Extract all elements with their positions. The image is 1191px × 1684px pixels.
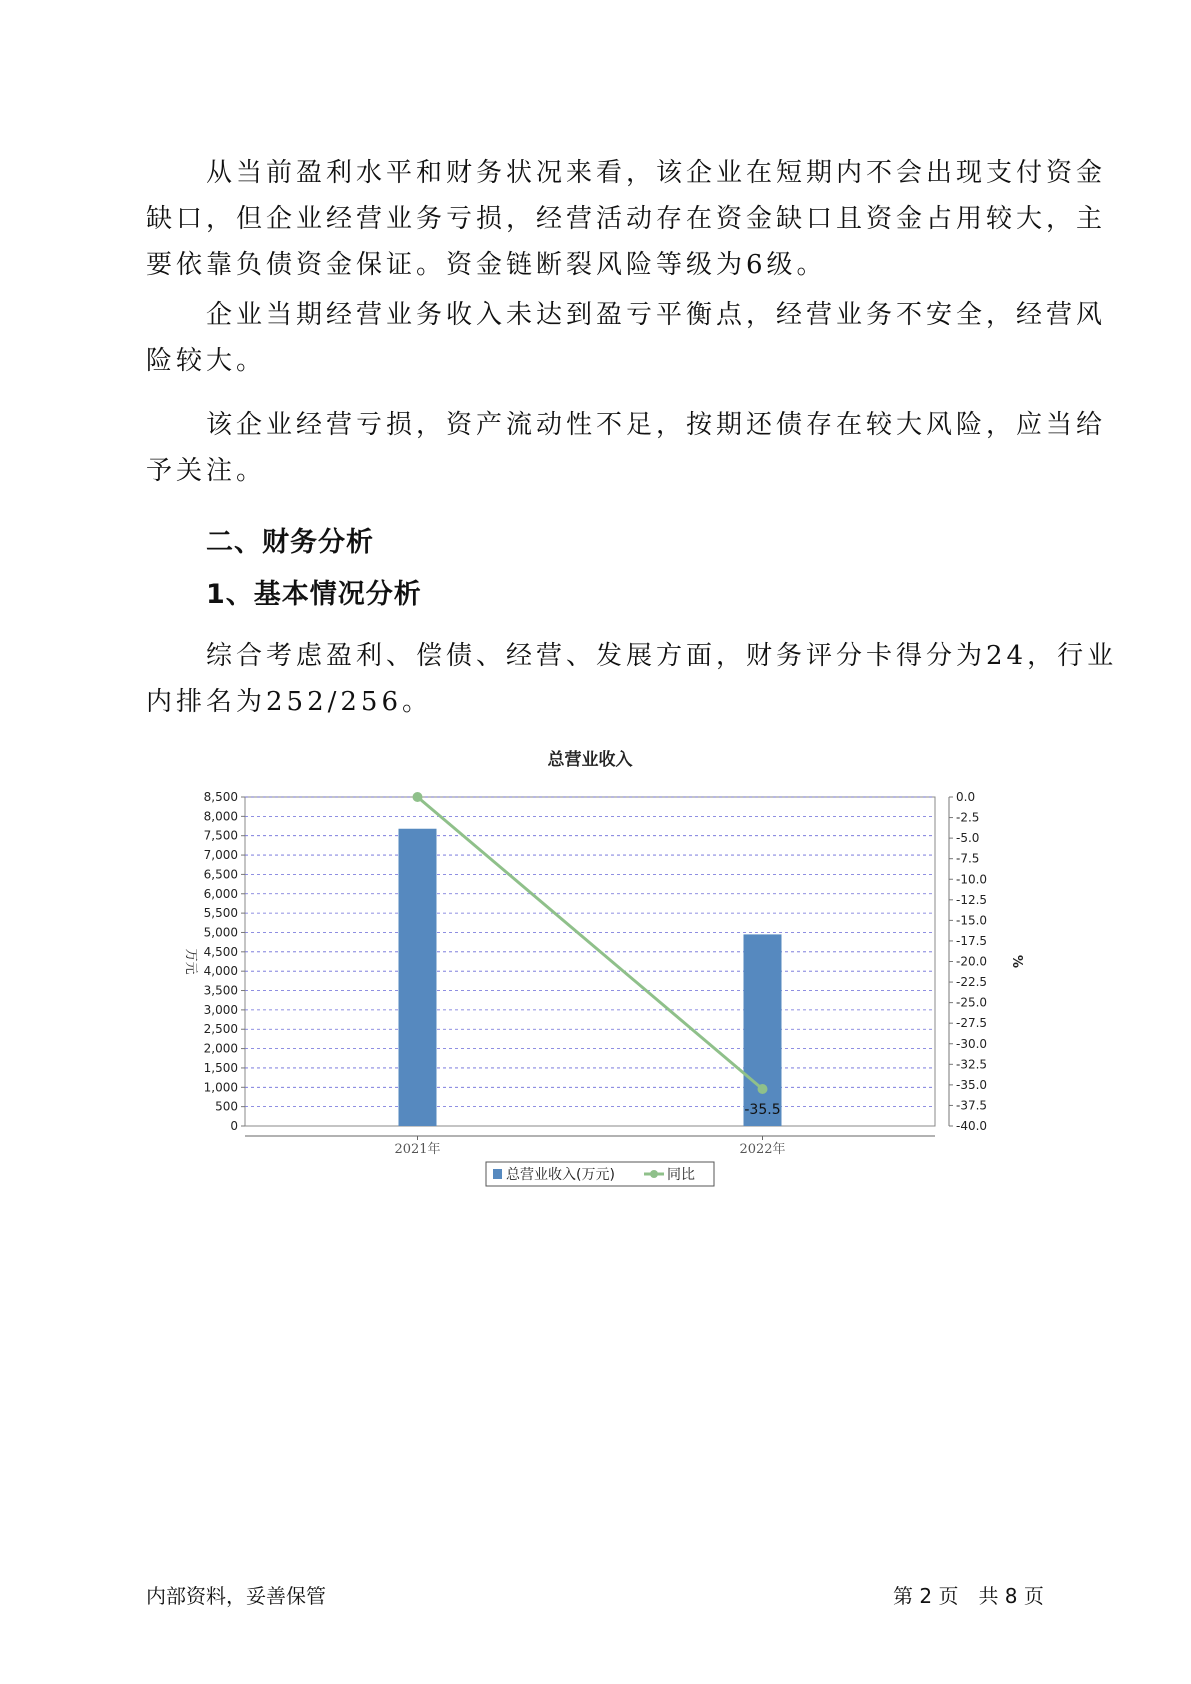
y2-axis-label: % [1009, 954, 1024, 969]
plot-frame [245, 797, 935, 1126]
y2-tick-label: -2.5 [956, 810, 980, 825]
legend-swatch-bar [493, 1169, 502, 1179]
paragraph-break-even [146, 292, 1107, 384]
y-tick-label: 500 [215, 1099, 238, 1114]
y-tick-label: 4,500 [203, 944, 238, 959]
y2-tick-label: -35.0 [956, 1077, 988, 1092]
y2-tick-label: -15.0 [956, 913, 988, 928]
point-yoy-2022年 [758, 1084, 768, 1094]
legend-swatch-point [650, 1170, 658, 1178]
y-tick-label: 6,000 [203, 886, 238, 901]
text-line: 内排名为252/256。 [146, 687, 433, 717]
text-line: 该企业经营亏损，资产流动性不足，按期还债存在较大风险，应当给 [146, 410, 1107, 440]
y2-tick-label: -12.5 [956, 892, 988, 907]
text-line: 险较大。 [146, 346, 267, 376]
paragraph-debt-risk [146, 402, 1107, 494]
y2-tick-label: 0.0 [956, 790, 976, 804]
y-tick-label: 4,000 [203, 964, 238, 979]
y-tick-label: 7,500 [203, 828, 238, 843]
revenue-chart [170, 745, 1030, 1205]
y-tick-label: 5,000 [203, 925, 238, 940]
y2-tick-label: -10.0 [956, 872, 988, 887]
y-tick-label: 6,500 [203, 867, 238, 882]
chart-title: 总营业收入 [547, 750, 633, 770]
section-heading: 二、财务分析 [206, 527, 374, 558]
bar-revenue-2022年 [744, 934, 782, 1126]
y2-tick-label: -32.5 [956, 1057, 988, 1072]
footer-confidential-note: 内部资料，妥善保管 [146, 1584, 326, 1608]
text-line: 企业当期经营业务收入未达到盈亏平衡点，经营业务不安全，经营风 [146, 300, 1107, 330]
y2-tick-label: -20.0 [956, 954, 988, 969]
y2-tick-label: -30.0 [956, 1036, 988, 1051]
y-tick-label: 5,500 [203, 906, 238, 921]
x-tick-label: 2021年 [394, 1142, 441, 1157]
footer-page-number: 第 2 页 共 8 页 [893, 1584, 1044, 1608]
text-line: 缺口，但企业经营业务亏损，经营活动存在资金缺口且资金占用较大，主 [146, 204, 1107, 234]
y-tick-label: 3,500 [203, 983, 238, 998]
text-line: 要依靠负债资金保证。资金链断裂风险等级为6级。 [146, 250, 827, 280]
y-tick-label: 2,500 [203, 1022, 238, 1037]
y2-tick-label: -27.5 [956, 1016, 988, 1031]
paragraph-funding-gap [146, 150, 1107, 288]
x-tick-label: 2022年 [739, 1142, 786, 1157]
point-yoy-2021年 [413, 792, 423, 802]
y2-tick-label: -22.5 [956, 975, 988, 990]
legend-label-revenue: 总营业收入(万元) [506, 1167, 615, 1183]
text-line: 综合考虑盈利、偿债、经营、发展方面，财务评分卡得分为24，行业 [146, 641, 1118, 671]
text-line: 从当前盈利水平和财务状况来看，该企业在短期内不会出现支付资金 [146, 158, 1107, 188]
y-tick-label: 7,000 [203, 848, 238, 863]
y-tick-label: 2,000 [203, 1041, 238, 1056]
paragraph-score [146, 633, 1118, 725]
y2-tick-label: -25.0 [956, 995, 988, 1010]
y2-tick-label: -7.5 [956, 851, 980, 866]
y2-tick-label: -5.0 [956, 831, 980, 846]
data-label: -35.5 [744, 1101, 781, 1118]
y-tick-label: 8,500 [203, 790, 238, 804]
subsection-heading: 1、基本情况分析 [206, 579, 422, 610]
y-tick-label: 8,000 [203, 809, 238, 824]
y-tick-label: 3,000 [203, 1002, 238, 1017]
text-line: 予关注。 [146, 456, 267, 486]
legend-label-yoy: 同比 [667, 1167, 695, 1183]
line-yoy [418, 797, 763, 1089]
y2-tick-label: -37.5 [956, 1098, 988, 1113]
y2-tick-label: -40.0 [956, 1119, 988, 1133]
y2-tick-label: -17.5 [956, 933, 988, 948]
y-tick-label: 1,000 [203, 1080, 238, 1095]
y-axis-label: 万元 [183, 948, 198, 975]
y-tick-label: 0 [230, 1119, 238, 1133]
y-tick-label: 1,500 [203, 1060, 238, 1075]
bar-revenue-2021年 [399, 829, 437, 1126]
